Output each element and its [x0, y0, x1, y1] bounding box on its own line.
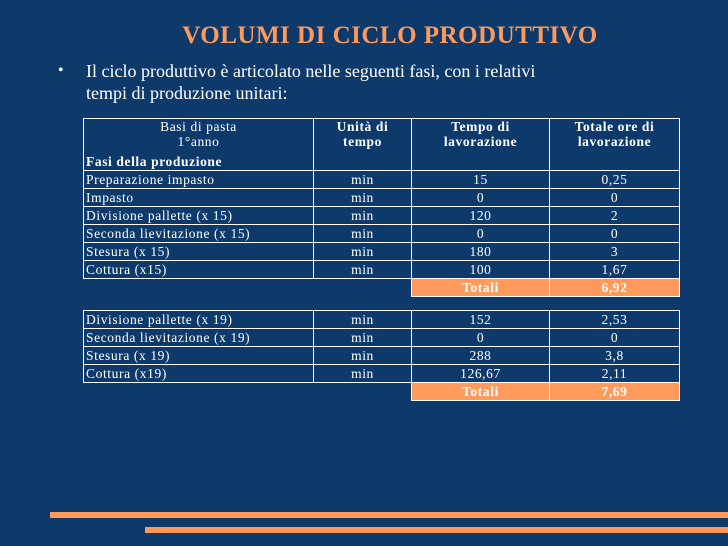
table-row	[84, 171, 680, 189]
cell-phase: Stesura (x 15)	[84, 243, 314, 261]
cell-time: 0	[412, 189, 550, 207]
cell-hours: 2,53	[550, 311, 680, 329]
cell-hours: 0	[550, 189, 680, 207]
table-row	[84, 261, 680, 279]
bullet-line-1: Il ciclo produttivo è articolato nelle seguenti fasi, con i relativi	[86, 61, 536, 81]
cell-time: 15	[412, 171, 550, 189]
total-value: 7,69	[550, 383, 680, 401]
cell-unit: min	[314, 347, 412, 365]
cell-phase: Divisione pallette (x 15)	[84, 207, 314, 225]
cell-time: 152	[412, 311, 550, 329]
table-row	[84, 189, 680, 207]
cell-hours: 0,25	[550, 171, 680, 189]
table-row	[84, 329, 680, 347]
cell-unit: min	[314, 243, 412, 261]
cell-phase: Cottura (x15)	[84, 261, 314, 279]
cell-time: 0	[412, 329, 550, 347]
cell-phase: Impasto	[84, 189, 314, 207]
header-totale-ore: Totale ore di lavorazione	[550, 119, 680, 171]
cell-time: 100	[412, 261, 550, 279]
bullet-line-2: tempi di produzione unitari:	[86, 83, 288, 103]
cell-phase: Seconda lievitazione (x 19)	[84, 329, 314, 347]
total-label: Totali	[412, 383, 550, 401]
table-row	[84, 207, 680, 225]
header-fasi-della-produzione: Fasi della produzione	[84, 153, 314, 171]
table-row	[84, 243, 680, 261]
table-row	[84, 365, 680, 383]
cell-time: 120	[412, 207, 550, 225]
cell-unit: min	[314, 329, 412, 347]
cell-unit: min	[314, 365, 412, 383]
cell-time: 0	[412, 225, 550, 243]
total-label: Totali	[412, 279, 550, 297]
production-table-2	[83, 310, 680, 401]
cell-hours: 2	[550, 207, 680, 225]
cell-time: 180	[412, 243, 550, 261]
header-unita-di-tempo: Unità di tempo	[314, 119, 412, 171]
cell-hours: 0	[550, 329, 680, 347]
cell-phase: Seconda lievitazione (x 15)	[84, 225, 314, 243]
cell-unit: min	[314, 189, 412, 207]
table-row	[84, 347, 680, 365]
bullet-text	[86, 60, 686, 104]
cell-hours: 2,11	[550, 365, 680, 383]
cell-phase: Preparazione impasto	[84, 171, 314, 189]
cell-hours: 1,67	[550, 261, 680, 279]
table-row	[84, 311, 680, 329]
cell-unit: min	[314, 311, 412, 329]
cell-hours: 3,8	[550, 347, 680, 365]
table-header-row	[84, 119, 680, 154]
total-row	[84, 279, 680, 297]
cell-hours: 3	[550, 243, 680, 261]
cell-unit: min	[314, 225, 412, 243]
cell-phase: Cottura (x19)	[84, 365, 314, 383]
cell-hours: 0	[550, 225, 680, 243]
header-tempo-di-lavorazione: Tempo di lavorazione	[412, 119, 550, 171]
cell-unit: min	[314, 171, 412, 189]
cell-phase: Divisione pallette (x 19)	[84, 311, 314, 329]
total-row	[84, 383, 680, 401]
table-row	[84, 225, 680, 243]
cell-phase: Stesura (x 19)	[84, 347, 314, 365]
cell-unit: min	[314, 207, 412, 225]
decorative-bar-top	[50, 512, 728, 518]
bullet-marker: •	[58, 62, 64, 79]
total-value: 6,92	[550, 279, 680, 297]
header-basi-di-pasta: Basi di pasta 1°anno	[84, 119, 314, 154]
cell-time: 288	[412, 347, 550, 365]
cell-unit: min	[314, 261, 412, 279]
production-table-1	[83, 118, 680, 297]
slide-title: VOLUMI DI CICLO PRODUTTIVO	[182, 22, 598, 49]
cell-time: 126,67	[412, 365, 550, 383]
decorative-bar-bottom	[145, 527, 728, 533]
